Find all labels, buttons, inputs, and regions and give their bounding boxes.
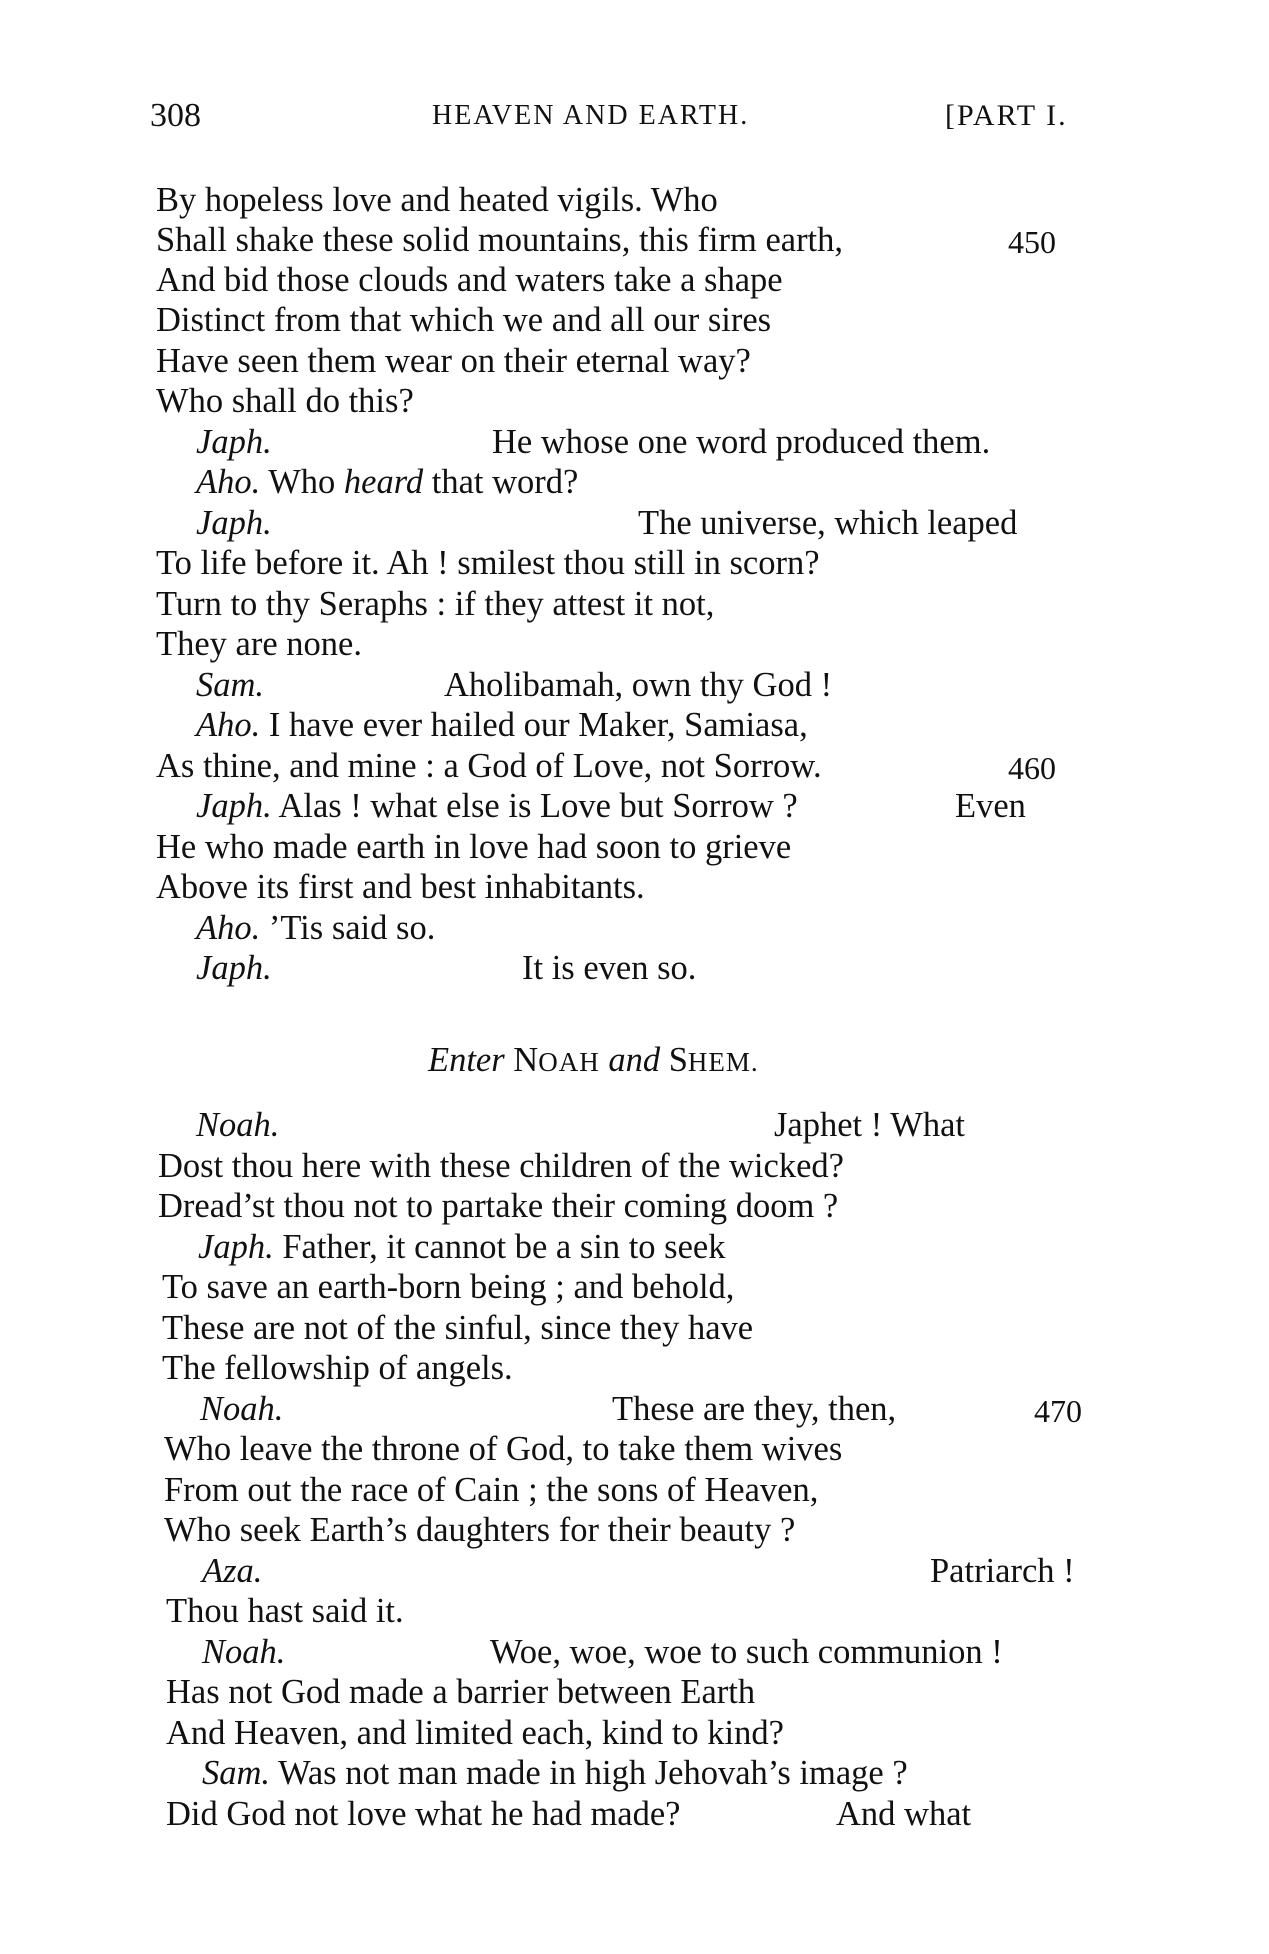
line-number: 470 [1034,1393,1082,1429]
verse-text: And what [836,1795,972,1833]
verse-line: These are not of the sinful, since they have [162,1309,754,1347]
speaker-name: Aza. [202,1552,263,1590]
verse-line: Dread’st thou not to partake their coming doom ? [158,1187,839,1225]
verse-line: Who seek Earth’s daughters for their beauty ? [164,1511,796,1549]
line-number: 450 [1008,224,1056,260]
speaker-name: Japh. [196,423,272,461]
verse-text: ’Tis said so. [268,909,436,947]
running-header [150,86,1090,146]
stage-direction-and: and [608,1041,661,1079]
verse-line: From out the race of Cain ; the sons of Heaven, [164,1471,819,1509]
verse-line: Woe, woe, woe to such communion ! [490,1633,1003,1671]
part-label: [PART I. [945,99,1068,132]
verse-line: Shall shake these solid mountains, this firm earth, [156,221,844,259]
speaker-name: Aho. [196,909,261,947]
verse-text: I have ever hailed our Maker, Samiasa, [268,706,808,744]
speaker-line [198,1227,726,1267]
verse-line: Turn to thy Seraphs : if they attest it not, [156,585,715,623]
speaker-name: Noah. [202,1633,286,1671]
verse-line: It is even so. [522,949,697,987]
speaker-name: Japh. [196,787,272,825]
line-number: 460 [1008,750,1056,786]
verse-line: Japhet ! What [774,1106,965,1144]
verse-line: Dost thou here with these children of the wicked? [158,1147,844,1185]
verse-line: The fellowship of angels. [162,1349,513,1387]
verse-line: Patriarch ! [930,1552,1075,1590]
verse-text: Even [955,787,1026,825]
speaker-line [196,948,272,988]
speaker-line [196,1105,279,1145]
verse-line: And Heaven, and limited each, kind to kind? [166,1714,784,1752]
character-noah: NOAH [513,1041,600,1079]
speaker-line [196,422,272,462]
verse-line: Who shall do this? [156,382,414,420]
speaker-line [196,665,264,705]
verse-line: Aholibamah, own thy God ! [444,666,833,704]
speaker-name: Japh. [198,1228,274,1266]
verse-line: Has not God made a barrier between Earth [166,1673,756,1711]
verse-text: Father, it cannot be a sin to seek [282,1228,726,1266]
speaker-name: Japh. [196,504,272,542]
stage-direction-enter: Enter [428,1041,505,1079]
stage-direction [428,1040,759,1080]
verse-line: Thou hast said it. [166,1592,404,1630]
speaker-name: Aho. [196,463,261,501]
verse-text: Was not man made in high Jehovah’s image ? [278,1754,908,1792]
speaker-line [196,786,798,826]
speaker-line [196,908,435,948]
verse-line: To life before it. Ah ! smilest thou still in scorn? [156,544,820,582]
speaker-line [202,1551,262,1591]
speaker-name: Japh. [196,949,272,987]
speaker-line [196,462,578,502]
verse-line: He who made earth in love had soon to grieve [156,828,792,866]
verse-line: The universe, which leaped [638,504,1018,542]
speaker-line [196,705,808,745]
speaker-line [202,1632,285,1672]
verse-line: Have seen them wear on their eternal way? [156,342,751,380]
speaker-name: Sam. [196,666,265,704]
emphasis-text: heard [343,463,424,501]
verse-line: Distinct from that which we and all our sires [156,301,772,339]
page-number: 308 [150,97,201,134]
speaker-name: Sam. [202,1754,271,1792]
verse-line: They are none. [156,625,362,663]
speaker-name: Noah. [196,1106,280,1144]
running-title: HEAVEN AND EARTH. [432,100,750,131]
verse-text: Who [268,463,336,501]
verse-line: By hopeless love and heated vigils. Who [156,181,718,219]
speaker-name: Noah. [200,1390,284,1428]
speaker-line [200,1389,283,1429]
verse-line: As thine, and mine : a God of Love, not Sorrow. [156,747,822,785]
speaker-line [196,503,272,543]
verse-line: And bid those clouds and waters take a shape [156,261,783,299]
verse-line: He whose one word produced them. [492,423,991,461]
verse-text: that word? [431,463,579,501]
verse-line: Did God not love what he had made? [166,1795,681,1833]
verse-line: To save an earth-born being ; and behold, [162,1268,735,1306]
character-shem: SHEM. [668,1041,759,1079]
verse-text: Alas ! what else is Love but Sorrow ? [278,787,798,825]
speaker-line [202,1753,908,1793]
speaker-name: Aho. [196,706,261,744]
verse-line: These are they, then, [612,1390,897,1428]
verse-line: Above its first and best inhabitants. [156,868,645,906]
verse-line: Who leave the throne of God, to take them wives [164,1430,843,1468]
